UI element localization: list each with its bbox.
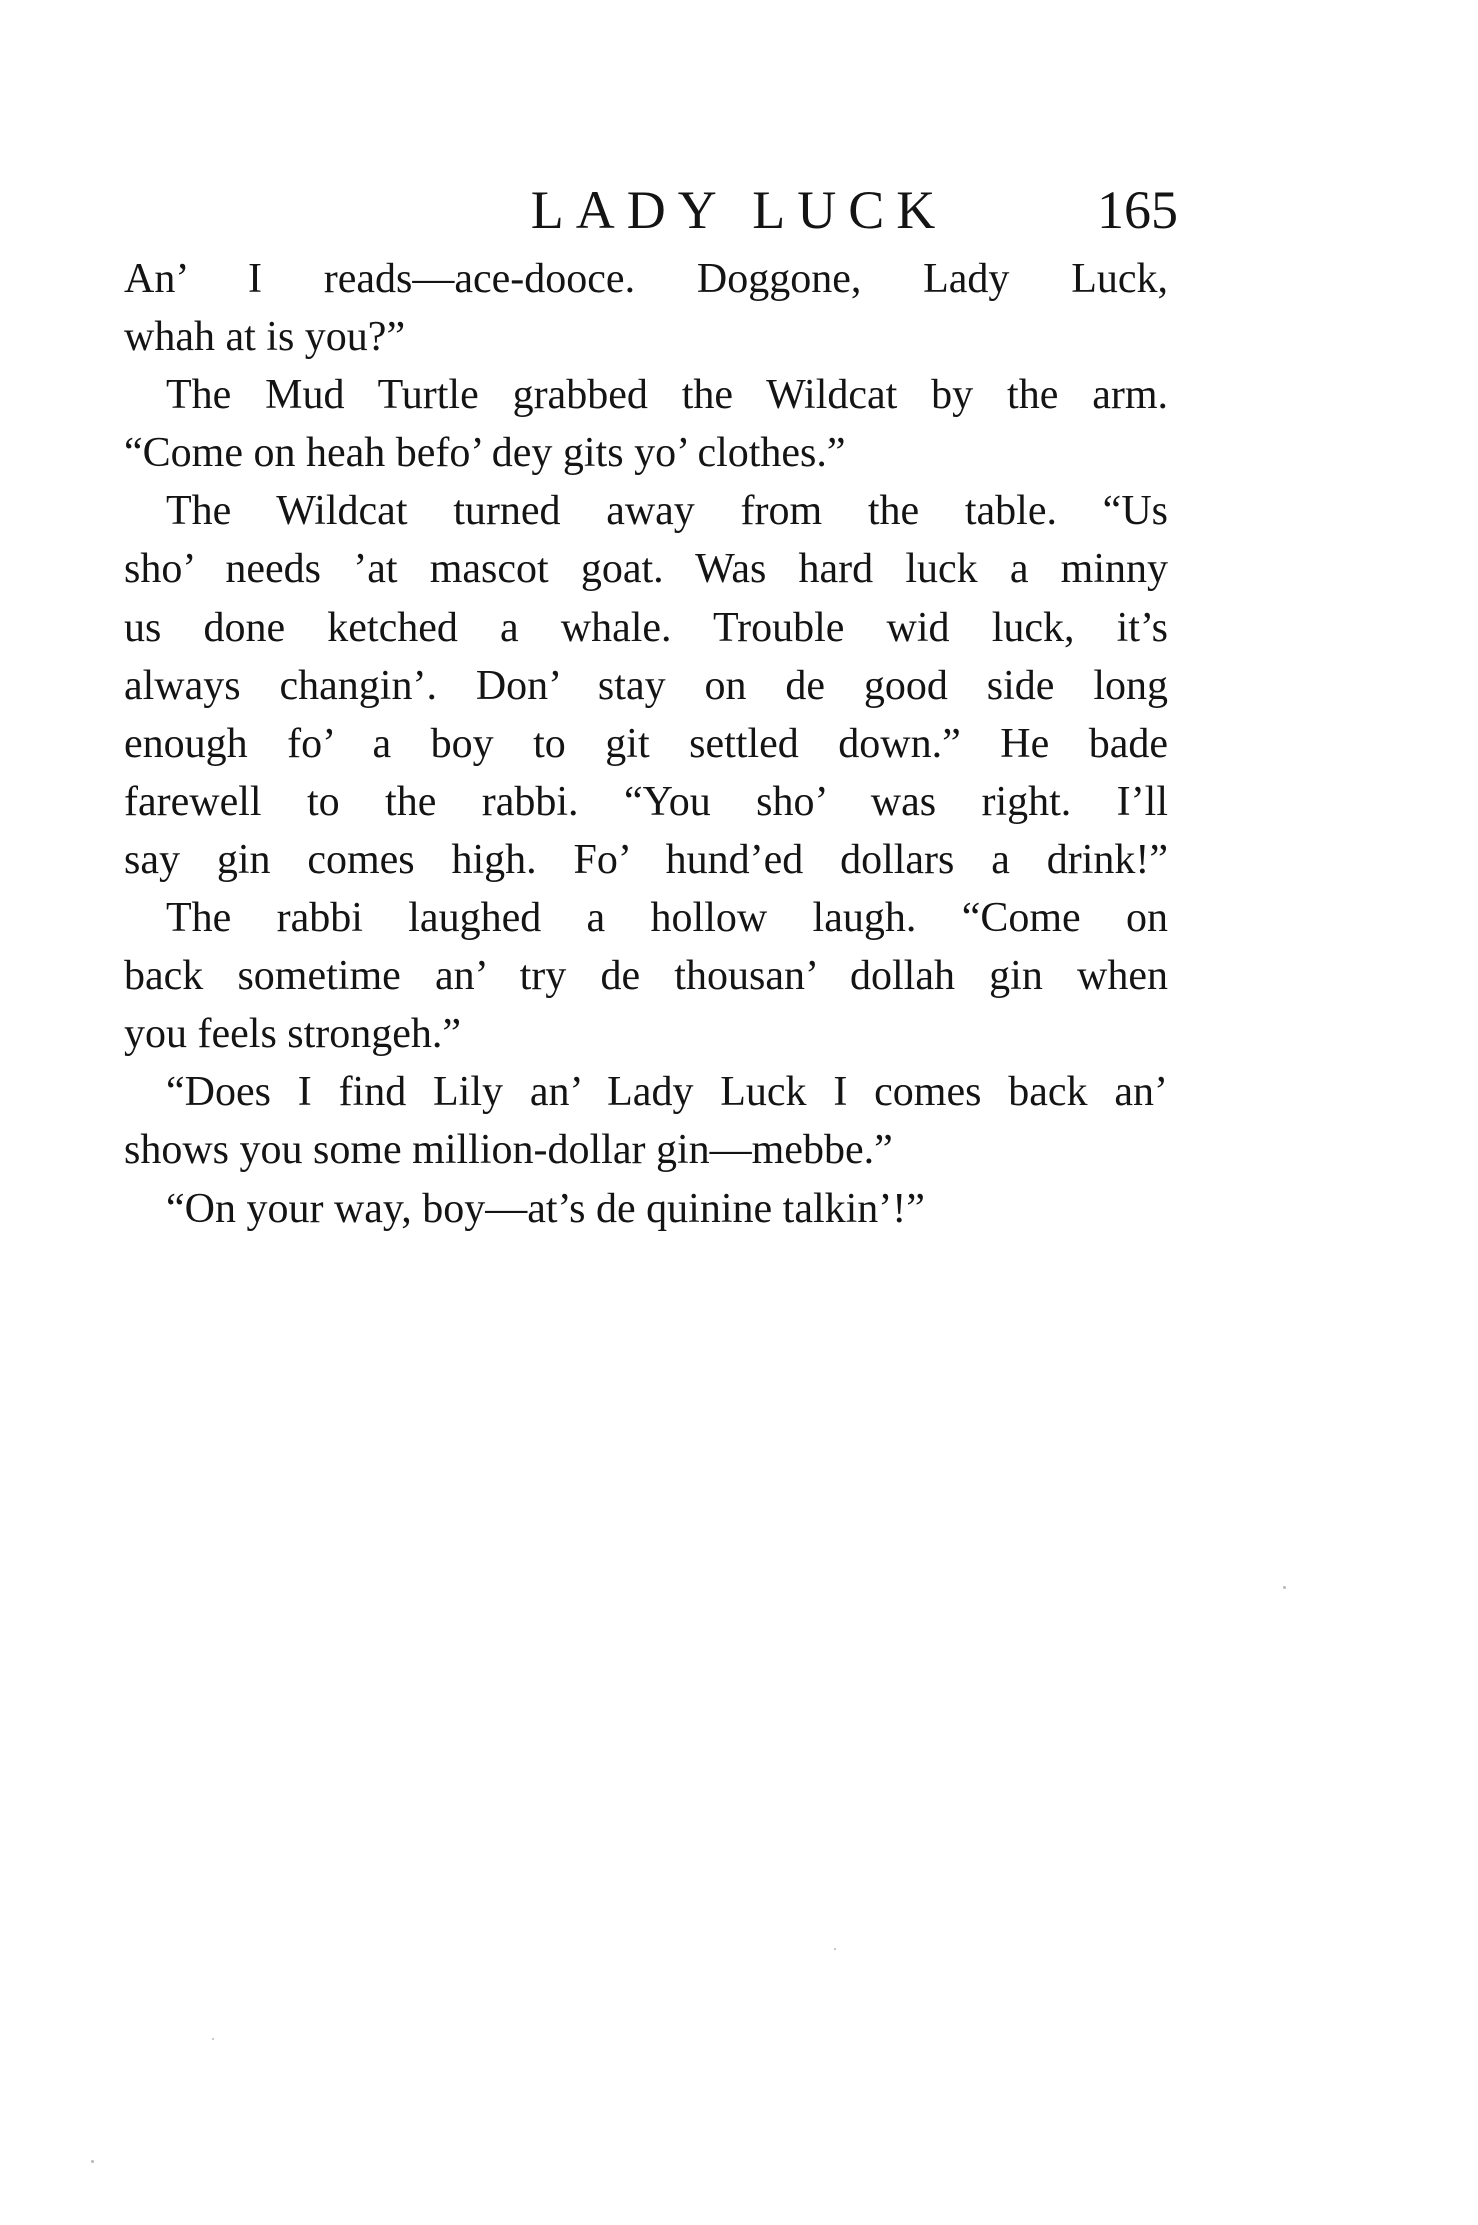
text-line: farewell to the rabbi. “You sho’ was right. I’ll bbox=[124, 778, 1168, 825]
text-line: back sometime an’ try de thousan’ dollah gin when bbox=[124, 953, 1168, 1000]
speck bbox=[1283, 1586, 1286, 1589]
text-line: whah at is you?” bbox=[124, 314, 406, 361]
speck bbox=[91, 2160, 94, 2163]
running-title: LADY LUCK bbox=[530, 180, 948, 240]
text-line: “Does I find Lily an’ Lady Luck I comes back an’ bbox=[166, 1069, 1168, 1116]
text-line: The Wildcat turned away from the table. “Us bbox=[166, 488, 1168, 535]
text-line: you feels strongeh.” bbox=[124, 1011, 462, 1058]
text-line: always changin’. Don’ stay on de good side long bbox=[124, 662, 1168, 709]
text-line: The rabbi laughed a hollow laugh. “Come on bbox=[166, 895, 1168, 942]
speck bbox=[834, 1948, 836, 1950]
text-line: shows you some million-dollar gin—mebbe.” bbox=[124, 1127, 893, 1174]
text-line: enough fo’ a boy to git settled down.” He bade bbox=[124, 720, 1168, 767]
text-line: “Come on heah befo’ dey gits yo’ clothes.” bbox=[124, 430, 846, 477]
text-line: us done ketched a whale. Trouble wid luck, it’s bbox=[124, 604, 1168, 651]
speck bbox=[212, 2038, 214, 2040]
page-number: 165 bbox=[1097, 180, 1178, 240]
text-line: sho’ needs ’at mascot goat. Was hard luck a minny bbox=[124, 546, 1168, 593]
body-text bbox=[124, 250, 1168, 1238]
text-line: “On your way, boy—at’s de quinine talkin’!” bbox=[166, 1185, 925, 1232]
text-line: An’ I reads—ace-dooce. Doggone, Lady Luck, bbox=[124, 256, 1168, 302]
running-head bbox=[0, 175, 1478, 245]
text-line: say gin comes high. Fo’ hund’ed dollars a drink!” bbox=[124, 836, 1168, 883]
text-line: The Mud Turtle grabbed the Wildcat by the arm. bbox=[166, 372, 1168, 419]
